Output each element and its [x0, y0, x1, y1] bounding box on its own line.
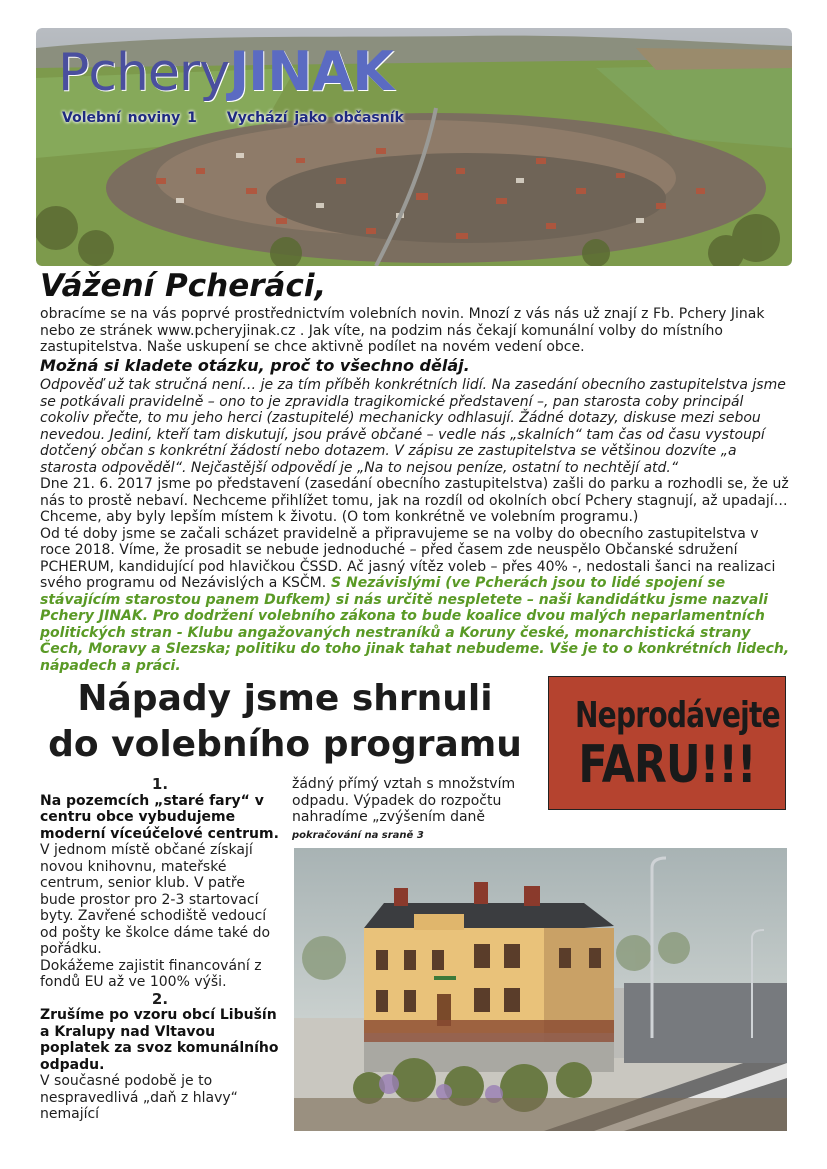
item-1-text-1: V jednom místě občané získají novou knihovnu, mateřské centrum, senior klub. V patře bude prostor pro 2-3 startovací byty. Zavřené schodiště vedoucí od pošty ke školce dáme také do pořádku. [40, 842, 271, 957]
masthead-logo [58, 40, 393, 103]
item-2-text: V současné podobě je to nespravedlivá „daň z hlavy“ nemající [40, 1073, 238, 1122]
issue-label: Volební noviny 1 [62, 110, 197, 126]
community-center-render [294, 848, 787, 1131]
tagline: Vychází jako občasník [226, 110, 404, 126]
item-2-number: 2. [151, 989, 169, 1008]
intro-paragraph-4 [40, 526, 792, 675]
item-1-title: Na pozemcích „staré fary“ v centru obce vybudujeme moderní víceúčelové centrum. [40, 792, 279, 842]
item-2-continued: žádný přímý vztah s množstvím odpadu. Výpadek do rozpočtu nahradíme „zvýšením daně [292, 776, 516, 825]
intro-paragraph-3-4 [40, 476, 792, 674]
intro-paragraph-1: obracíme se na vás poprvé prostřednictvím volebních novin. Mnozí z vás nás už znají z Fb. Pchery Jinak nebo ze stránek www.pcheryjinak.cz . Jak víte, na podzim nás čekají komunální volby do místního zastupitelstva. Naše uskupení se chce aktivně podílet na novém vedení obce. [40, 306, 765, 355]
intro-paragraph-2 [40, 377, 792, 476]
headline-line-1: Nápady jsme shrnuli [77, 678, 493, 719]
brand-part2: JINAK [229, 40, 394, 103]
callout-line-1: Neprodávejte [574, 695, 780, 736]
intro-paragraph-3: Dne 21. 6. 2017 jsme po představení (zasedání obecního zastupitelstva) zašli do parku a rozhodli se, že už nás to prostě nebaví. Nechceme přihlížet tomu, jak na rozdíl od okolních obcí Pchery stagnují, až upadají… Chceme, aby byly lepším místem k životu. (O tom konkrétně ve volebním programu.) [40, 476, 789, 525]
question-heading: Možná si kladete otázku, proč to všechno děláj. [40, 356, 470, 375]
callout-box [548, 676, 786, 810]
program-column-right [292, 776, 532, 844]
headline-line-2: do volebního programu [48, 724, 522, 765]
item-1-number: 1. [151, 775, 169, 793]
brand-part1: Pchery [58, 43, 230, 103]
intro-paragraph-4-text: Od té doby jsme se začali scházet pravidelně a připravujeme se na volby do obecního zastupitelstva v roce 2018. Víme, že prosadit se nebude jednoduché – před časem zde neuspělo Občanské sdružení PCHERUM, kandidující pod hlavičkou ČSSD. Ač jasný vítěz voleb – přes 40% -, nedostali šanci na realizaci svého programu od Nezávislých a KSČM. [40, 525, 776, 591]
item-1-text-2: Dokážeme zajistit financování z fondů EU až ve 100% výši. [40, 957, 262, 990]
masthead-subtitle [62, 110, 404, 126]
item-2-title: Zrušíme po vzoru obcí Libušín a Kralupy nad Vltavou poplatek za svoz komunálního odpadu. [40, 1007, 279, 1073]
program-headline [30, 676, 540, 768]
program-column-left [40, 776, 280, 1123]
continued-note[interactable]: pokračování na sraně 3 [292, 829, 424, 841]
intro-paragraph-4-highlight: S Nezávislými (ve Pcherách jsou to lidé spojení se stávajícím starostou panem Dufkem) si nás určitě nespletete – naši kandidátku jsme nazvali Pchery JINAK. Pro dodržení volebního zákona to bude koalice dvou malých neparlamentních politických stran - Klubu angažovaných nestraníků a Koruny české, monarchistická strany Čech, Moravy a Slezska; politiku do toho jinak tahat nebudeme. Vše je to o konkrétních lidech, nápadech a práci. [40, 575, 790, 674]
callout-line-2: FARU!!! [578, 735, 756, 795]
intro-paragraph-2-text: Odpověď už tak stručná není… je za tím příběh konkrétních lidí. Na zasedání obecního zastupitelstva jsme se potkávali pravidelně – ono to je zpravidla tragikomické představení –, pan starosta coby principál cokoliv přečte, to mu jeho herci (zastupitelé) mechanicky odhlasují. Žádné dotazy, diskuse mezi sebou nevedou. Jediní, kteří tam diskutují, jsou právě občané – vedle nás „skalních“ tam čas od času vystoupí dotčený občan s konkrétní žádostí nebo dotazem. V zápisu ze zastupitelstva se většinou dozvíte „a starosta odpověděl“. Nejčastější odpovědí je „Na to nejsou peníze, ostatní to nechtějí atd.“ [40, 377, 786, 476]
greeting-heading: Vážení Pcheráci, [40, 268, 327, 304]
